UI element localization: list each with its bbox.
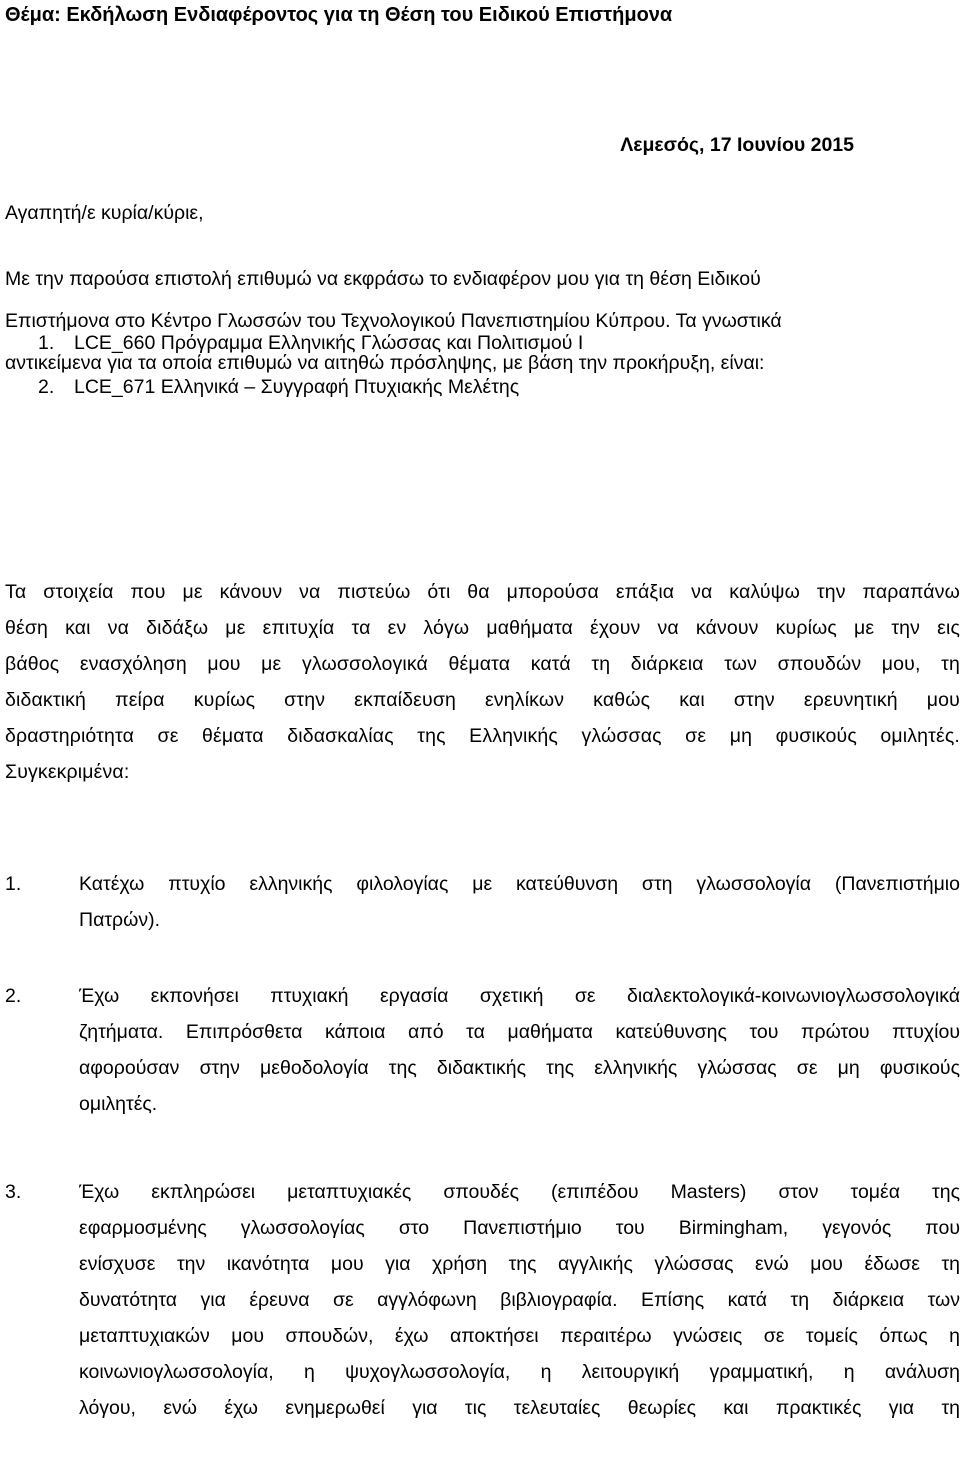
intro-line: αντικείμενα για τα οποία επιθυμώ να αιτηθώ πρόσληψης, με βάση την προκήρυξη, είναι:: [5, 352, 765, 374]
reasons-line: Τα στοιχεία που με κάνουν να πιστεύω ότι θα μπορούσα επάξια να καλύψω την παραπάνω: [5, 581, 960, 603]
qualification-line: Κατέχω πτυχίο ελληνικής φιλολογίας με κατεύθυνση στη γλωσσολογία (Πανεπιστήμιο: [79, 873, 960, 895]
qualification-line: Έχω εκπληρώσει μεταπτυχιακές σπουδές (επιπέδου Masters) στον τομέα της: [79, 1181, 960, 1203]
qualification-item: [5, 978, 960, 1122]
course-title: LCE_660 Πρόγραμμα Ελληνικής Γλώσσας και Πολιτισμού Ι: [74, 332, 584, 354]
letter-subject: Θέμα: Εκδήλωση Ενδιαφέροντος για τη Θέση του Ειδικού Επιστήμονα: [5, 4, 673, 26]
course-number: 2.: [38, 376, 55, 398]
course-item: [38, 330, 583, 374]
qualification-text: [79, 1174, 960, 1426]
qualification-line: ζητήματα. Επιπρόσθετα κάποια από τα μαθήματα κατεύθυνσης του πρώτου πτυχίου: [79, 1021, 960, 1043]
reasons-line: διδακτική πείρα κυρίως στην εκπαίδευση ενηλίκων καθώς και στην ερευνητική μου: [5, 689, 960, 711]
qualification-line: λόγου, ενώ έχω ενημερωθεί για τις τελευταίες θεωρίες και πρακτικές για τη: [79, 1397, 960, 1419]
reasons-line: θέση και να διδάξω με επιτυχία τα εν λόγω μαθήματα έχουν να κάνουν κυρίως με την εις: [5, 617, 960, 639]
qualification-number: 3.: [5, 1181, 22, 1203]
intro-line: Επιστήμονα στο Κέντρο Γλωσσών του Τεχνολογικού Πανεπιστημίου Κύπρου. Τα γνωστικά: [5, 310, 782, 332]
course-item: [38, 374, 583, 418]
qualification-line: Πατρών).: [79, 909, 161, 931]
qualification-line: κοινωνιογλωσσολογία, η ψυχογλωσσολογία, η λειτουργική γραμματική, η ανάλυση: [79, 1361, 960, 1383]
qualification-line: ενίσχυσε την ικανότητα μου για χρήση της αγγλικής γλώσσας ενώ μου έδωσε τη: [79, 1253, 960, 1275]
qualification-line: ομιλητές.: [79, 1093, 158, 1115]
qualification-number: 2.: [5, 985, 22, 1007]
letter-date: Λεμεσός, 17 Ιουνίου 2015: [620, 134, 854, 156]
reasons-line: Συγκεκριμένα:: [5, 761, 130, 783]
qualification-line: Έχω εκπονήσει πτυχιακή εργασία σχετική σε διαλεκτολογικά-κοινωνιογλωσσολογικά: [79, 985, 960, 1007]
reasons-line: δραστηριότητα σε θέματα διδασκαλίας της Ελληνικής γλώσσας σε μη φυσικούς ομιλητές.: [5, 725, 960, 747]
qualification-line: αφορούσαν στην μεθοδολογία της διδακτικής της ελληνικής γλώσσας σε μη φυσικούς: [79, 1057, 960, 1079]
reasons-line: βάθος ενασχόληση μου με γλωσσολογικά θέματα κατά τη διάρκεια των σπουδών μου, τη: [5, 653, 960, 675]
intro-line: Με την παρούσα επιστολή επιθυμώ να εκφράσω το ενδιαφέρον μου για τη θέση Ειδικού: [5, 268, 761, 290]
qualification-line: μεταπτυχιακών μου σπουδών, έχω αποκτήσει περαιτέρω γνώσεις σε τομείς όπως η: [79, 1325, 960, 1347]
letter-salutation: Αγαπητή/ε κυρία/κύριε,: [5, 202, 204, 224]
qualification-text: [79, 978, 960, 1122]
qualification-number: 1.: [5, 873, 22, 895]
course-number: 1.: [38, 332, 55, 354]
qualification-line: εφαρμοσμένης γλωσσολογίας στο Πανεπιστήμιο του Birmingham, γεγονός που: [79, 1217, 960, 1239]
course-title: LCE_671 Ελληνικά – Συγγραφή Πτυχιακής Μελέτης: [74, 376, 520, 398]
course-list: [38, 330, 583, 418]
qualification-text: [79, 866, 960, 938]
reasons-paragraph: [5, 574, 960, 790]
qualification-item: [5, 866, 960, 938]
qualification-line: δυνατότητα για έρευνα σε αγγλόφωνη βιβλιογραφία. Επίσης κατά τη διάρκεια των: [79, 1289, 960, 1311]
qualification-item: [5, 1174, 960, 1426]
